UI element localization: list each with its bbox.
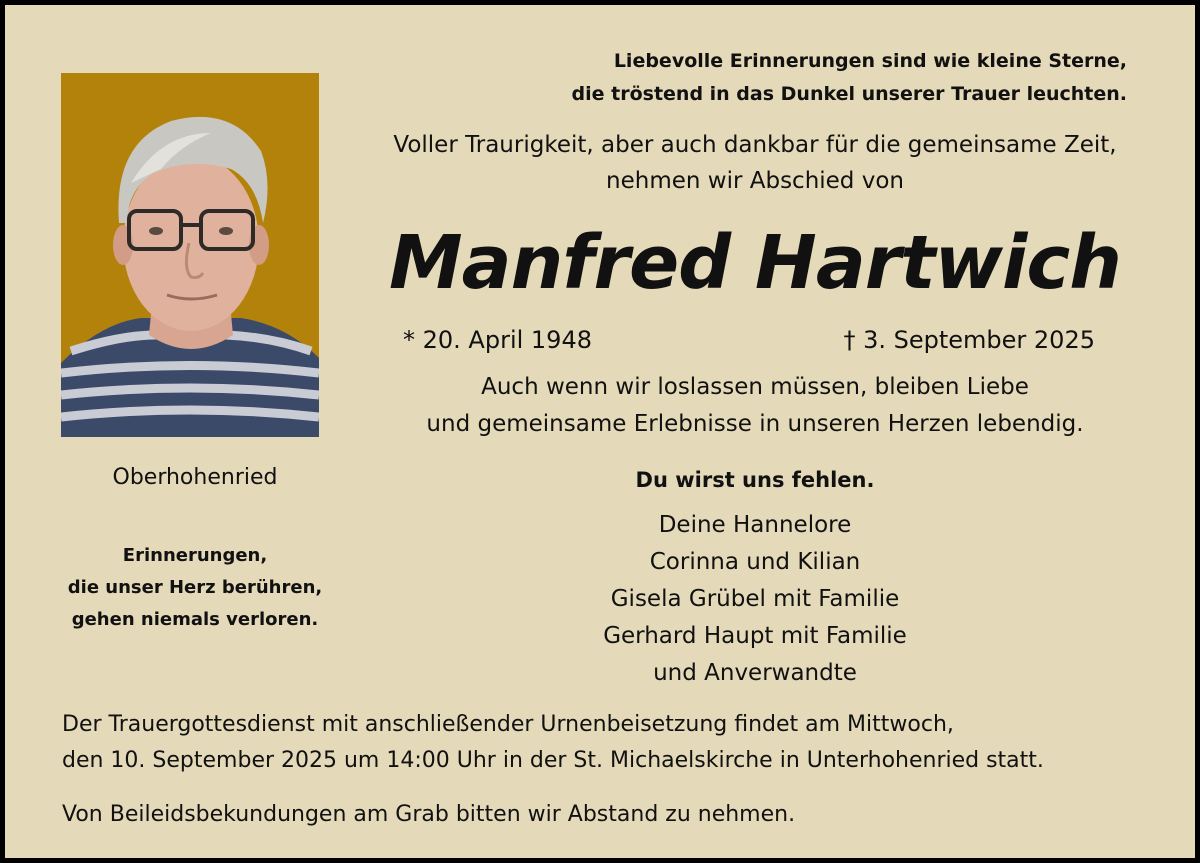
side-quote xyxy=(60,540,330,636)
service-notice xyxy=(62,707,1044,779)
service-line-1: Der Trauergottesdienst mit anschließender Urnenbeisetzung findet am Mittwoch, xyxy=(62,712,954,737)
farewell-line: Du wirst uns fehlen. xyxy=(635,468,875,492)
deceased-name: Manfred Hartwich xyxy=(389,220,1121,306)
birth-date: * 20. April 1948 xyxy=(403,326,592,354)
mourner-item: Gerhard Haupt mit Familie xyxy=(603,623,907,649)
verse-text xyxy=(360,369,1150,443)
top-quote xyxy=(572,45,1127,111)
death-date: † 3. September 2025 xyxy=(843,326,1095,354)
side-quote-line-3: gehen niemals verloren. xyxy=(71,609,319,630)
side-quote-line-2: die unser Herz berühren, xyxy=(67,577,323,598)
top-quote-line-2: die tröstend in das Dunkel unserer Trauer leuchten. xyxy=(571,83,1127,105)
intro-line-2: nehmen wir Abschied von xyxy=(606,168,904,194)
mourners-list xyxy=(360,507,1150,692)
mourner-item: Deine Hannelore xyxy=(658,512,852,538)
intro-text xyxy=(360,127,1150,199)
place-name: Oberhohenried xyxy=(112,465,278,490)
service-line-2: den 10. September 2025 um 14:00 Uhr in der St. Michaelskirche in Unterhohenried statt. xyxy=(62,748,1044,773)
side-quote-line-1: Erinnerungen, xyxy=(122,545,268,566)
verse-line-2: und gemeinsame Erlebnisse in unseren Herzen lebendig. xyxy=(426,411,1084,437)
intro-line-1: Voller Traurigkeit, aber auch dankbar für die gemeinsame Zeit, xyxy=(393,132,1117,158)
verse-line-1: Auch wenn wir loslassen müssen, bleiben Liebe xyxy=(481,374,1029,400)
mourner-item: und Anverwandte xyxy=(653,660,857,686)
top-quote-line-1: Liebevolle Erinnerungen sind wie kleine Sterne, xyxy=(613,50,1127,72)
mourner-item: Gisela Grübel mit Familie xyxy=(610,586,900,612)
mourner-item: Corinna und Kilian xyxy=(649,549,861,575)
condolence-notice: Von Beileidsbekundungen am Grab bitten wir Abstand zu nehmen. xyxy=(62,802,796,827)
portrait-photo xyxy=(61,73,319,437)
